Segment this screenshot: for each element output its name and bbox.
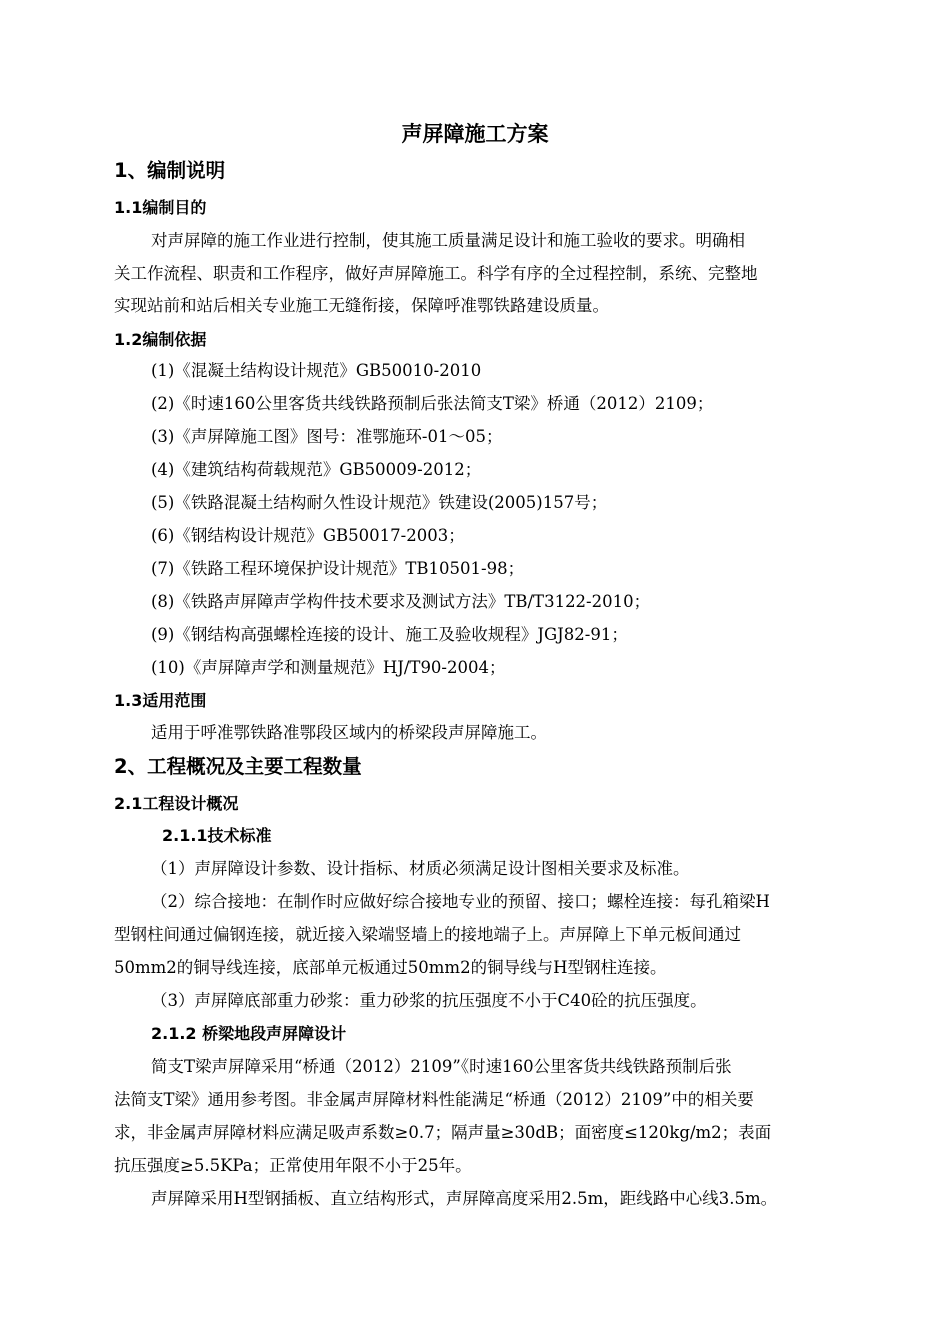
- paragraph-line: 简支T梁声屏障采用“桥通（2012）2109”《时速160公里客货共线铁路预制后张: [151, 1057, 732, 1076]
- section-1-1-heading: 1.1编制目的: [114, 198, 207, 217]
- paragraph-line: 50mm2的铜导线连接，底部单元板通过50mm2的铜导线与H型钢柱连接。: [114, 958, 667, 977]
- paragraph-line: 适用于呼准鄂铁路准鄂段区域内的桥梁段声屏障施工。: [151, 723, 547, 742]
- reference-item: (8)《铁路声屏障声学构件技术要求及测试方法》TB/T3122-2010；: [151, 592, 651, 611]
- paragraph-line: 型钢柱间通过偏钢连接，就近接入梁端竖墙上的接地端子上。声屏障上下单元板间通过: [114, 925, 741, 944]
- reference-item: (4)《建筑结构荷载规范》GB50009-2012；: [151, 460, 482, 479]
- reference-item: (7)《铁路工程环境保护设计规范》TB10501-98；: [151, 559, 525, 578]
- reference-item: (9)《钢结构高强螺栓连接的设计、施工及验收规程》JGJ82-91；: [151, 625, 628, 644]
- section-1-2-heading: 1.2编制依据: [114, 330, 207, 349]
- section-1-3-heading: 1.3适用范围: [114, 691, 207, 710]
- paragraph-line: 声屏障采用H型钢插板、直立结构形式，声屏障高度采用2.5m，距线路中心线3.5m。: [151, 1189, 778, 1208]
- section-2-1-2-heading: 2.1.2 桥梁地段声屏障设计: [151, 1024, 347, 1043]
- section-2-heading: 2、工程概况及主要工程数量: [114, 755, 362, 778]
- reference-item: (1)《混凝土结构设计规范》GB50010-2010: [151, 361, 482, 380]
- reference-item: (3)《声屏障施工图》图号：准鄂施环-01～05；: [151, 427, 503, 446]
- paragraph-line: （1）声屏障设计参数、设计指标、材质必须满足设计图相关要求及标准。: [151, 859, 690, 878]
- document-title: 声屏障施工方案: [401, 122, 549, 146]
- paragraph-line: （2）综合接地：在制作时应做好综合接地专业的预留、接口；螺栓连接：每孔箱梁H: [151, 892, 770, 911]
- reference-item: (10)《声屏障声学和测量规范》HJ/T90-2004；: [151, 658, 506, 677]
- reference-item: (2)《时速160公里客货共线铁路预制后张法简支T梁》桥通（2012）2109；: [151, 394, 714, 413]
- paragraph-line: 关工作流程、职责和工作程序，做好声屏障施工。科学有序的全过程控制，系统、完整地: [114, 264, 758, 283]
- reference-item: (6)《钢结构设计规范》GB50017-2003；: [151, 526, 465, 545]
- reference-item: (5)《铁路混凝土结构耐久性设计规范》铁建设(2005)157号；: [151, 493, 608, 512]
- paragraph-line: 对声屏障的施工作业进行控制，使其施工质量满足设计和施工验收的要求。明确相: [151, 231, 745, 250]
- paragraph-line: 法简支T梁》通用参考图。非金属声屏障材料性能满足“桥通（2012）2109”中的相关要: [114, 1090, 754, 1109]
- section-1-heading: 1、编制说明: [114, 159, 226, 182]
- paragraph-line: 实现站前和站后相关专业施工无缝衔接，保障呼准鄂铁路建设质量。: [114, 296, 609, 315]
- paragraph-line: （3）声屏障底部重力砂浆：重力砂浆的抗压强度不小于C40砼的抗压强度。: [151, 991, 707, 1010]
- paragraph-line: 抗压强度≥5.5KPa；正常使用年限不小于25年。: [114, 1156, 472, 1175]
- section-2-1-heading: 2.1工程设计概况: [114, 794, 239, 813]
- paragraph-line: 求，非金属声屏障材料应满足吸声系数≥0.7；隔声量≥30dB；面密度≤120kg/m2；表面: [114, 1123, 772, 1142]
- section-2-1-1-heading: 2.1.1技术标准: [162, 826, 272, 845]
